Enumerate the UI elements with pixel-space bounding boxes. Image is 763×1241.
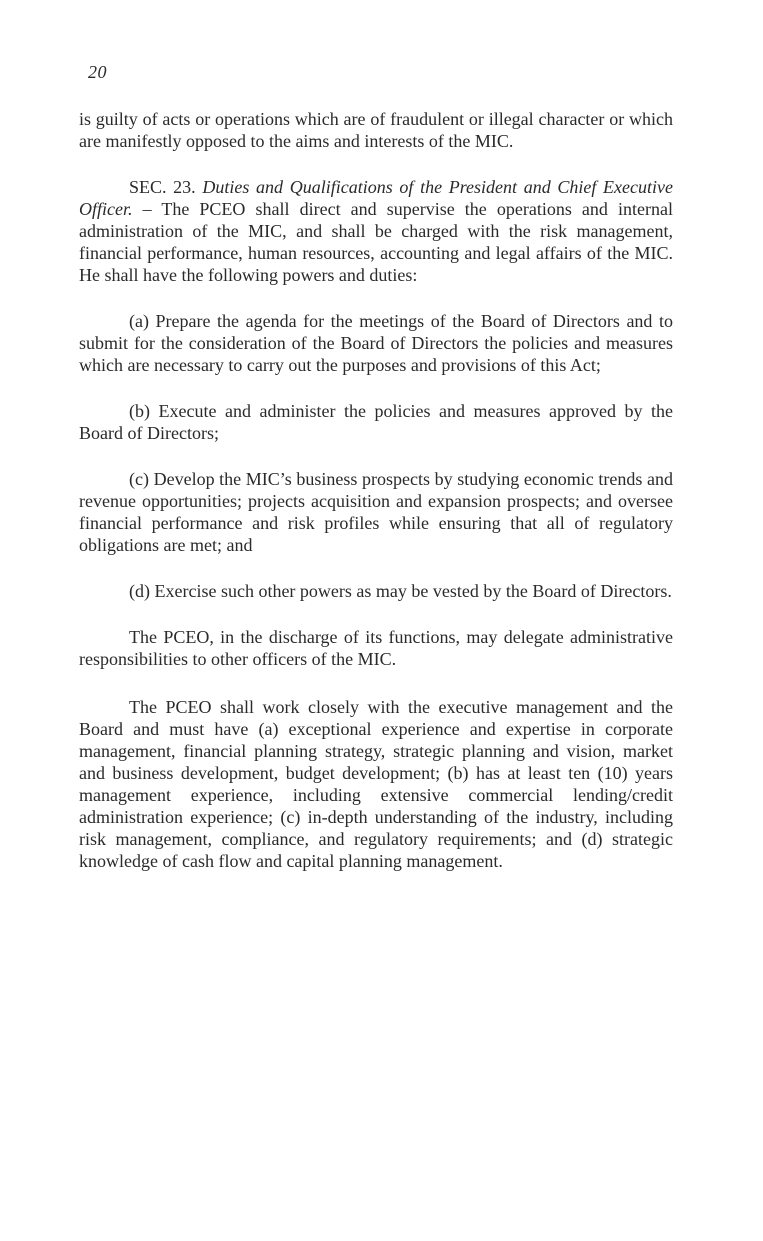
list-item-d: (d) Exercise such other powers as may be vested by the Board of Directors. [129,581,672,601]
section-title: Duties and Qualifications of the President and Chief Executive Officer. [79,177,674,219]
paragraph-qualifications: The PCEO shall work closely with the executive management and the Board and must have (a) exceptional experience and expertise in corporate management, financial planning strategy, strategic planning and vision, market and business development, budget development; (b) has at least ten (10) years management experience, including extensive commercial lending/credit administration experience; (c) in-depth understanding of the industry, including risk management, compliance, and regulatory requirements; and (d) strategic knowledge of cash flow and capital planning management. [79,697,673,871]
section-23-paragraph [79,176,673,286]
list-item-b: (b) Execute and administer the policies and measures approved by the Board of Directors; [79,401,673,443]
page-number: 20 [88,62,107,82]
page-body [79,108,673,896]
paragraph-continuation: is guilty of acts or operations which are of fraudulent or illegal character or which are manifestly opposed to the aims and interests of the MIC. [79,109,673,151]
section-body: – The PCEO shall direct and supervise the operations and internal administration of the MIC, and shall be charged with the risk management, financial performance, human resources, accounting and legal affairs of the MIC. He shall have the following powers and duties: [79,199,673,285]
section-label: SEC. 23. [129,177,196,197]
list-item-a: (a) Prepare the agenda for the meetings of the Board of Directors and to submit for the consideration of the Board of Directors the policies and measures which are necessary to carry out the purposes and provisions of this Act; [79,311,673,375]
paragraph-delegation: The PCEO, in the discharge of its functions, may delegate administrative responsibilities to other officers of the MIC. [79,627,673,669]
list-item-c: (c) Develop the MIC’s business prospects by studying economic trends and revenue opportunities; projects acquisition and expansion prospects; and oversee financial performance and risk profiles while ensuring that all of regulatory obligations are met; and [79,469,673,555]
